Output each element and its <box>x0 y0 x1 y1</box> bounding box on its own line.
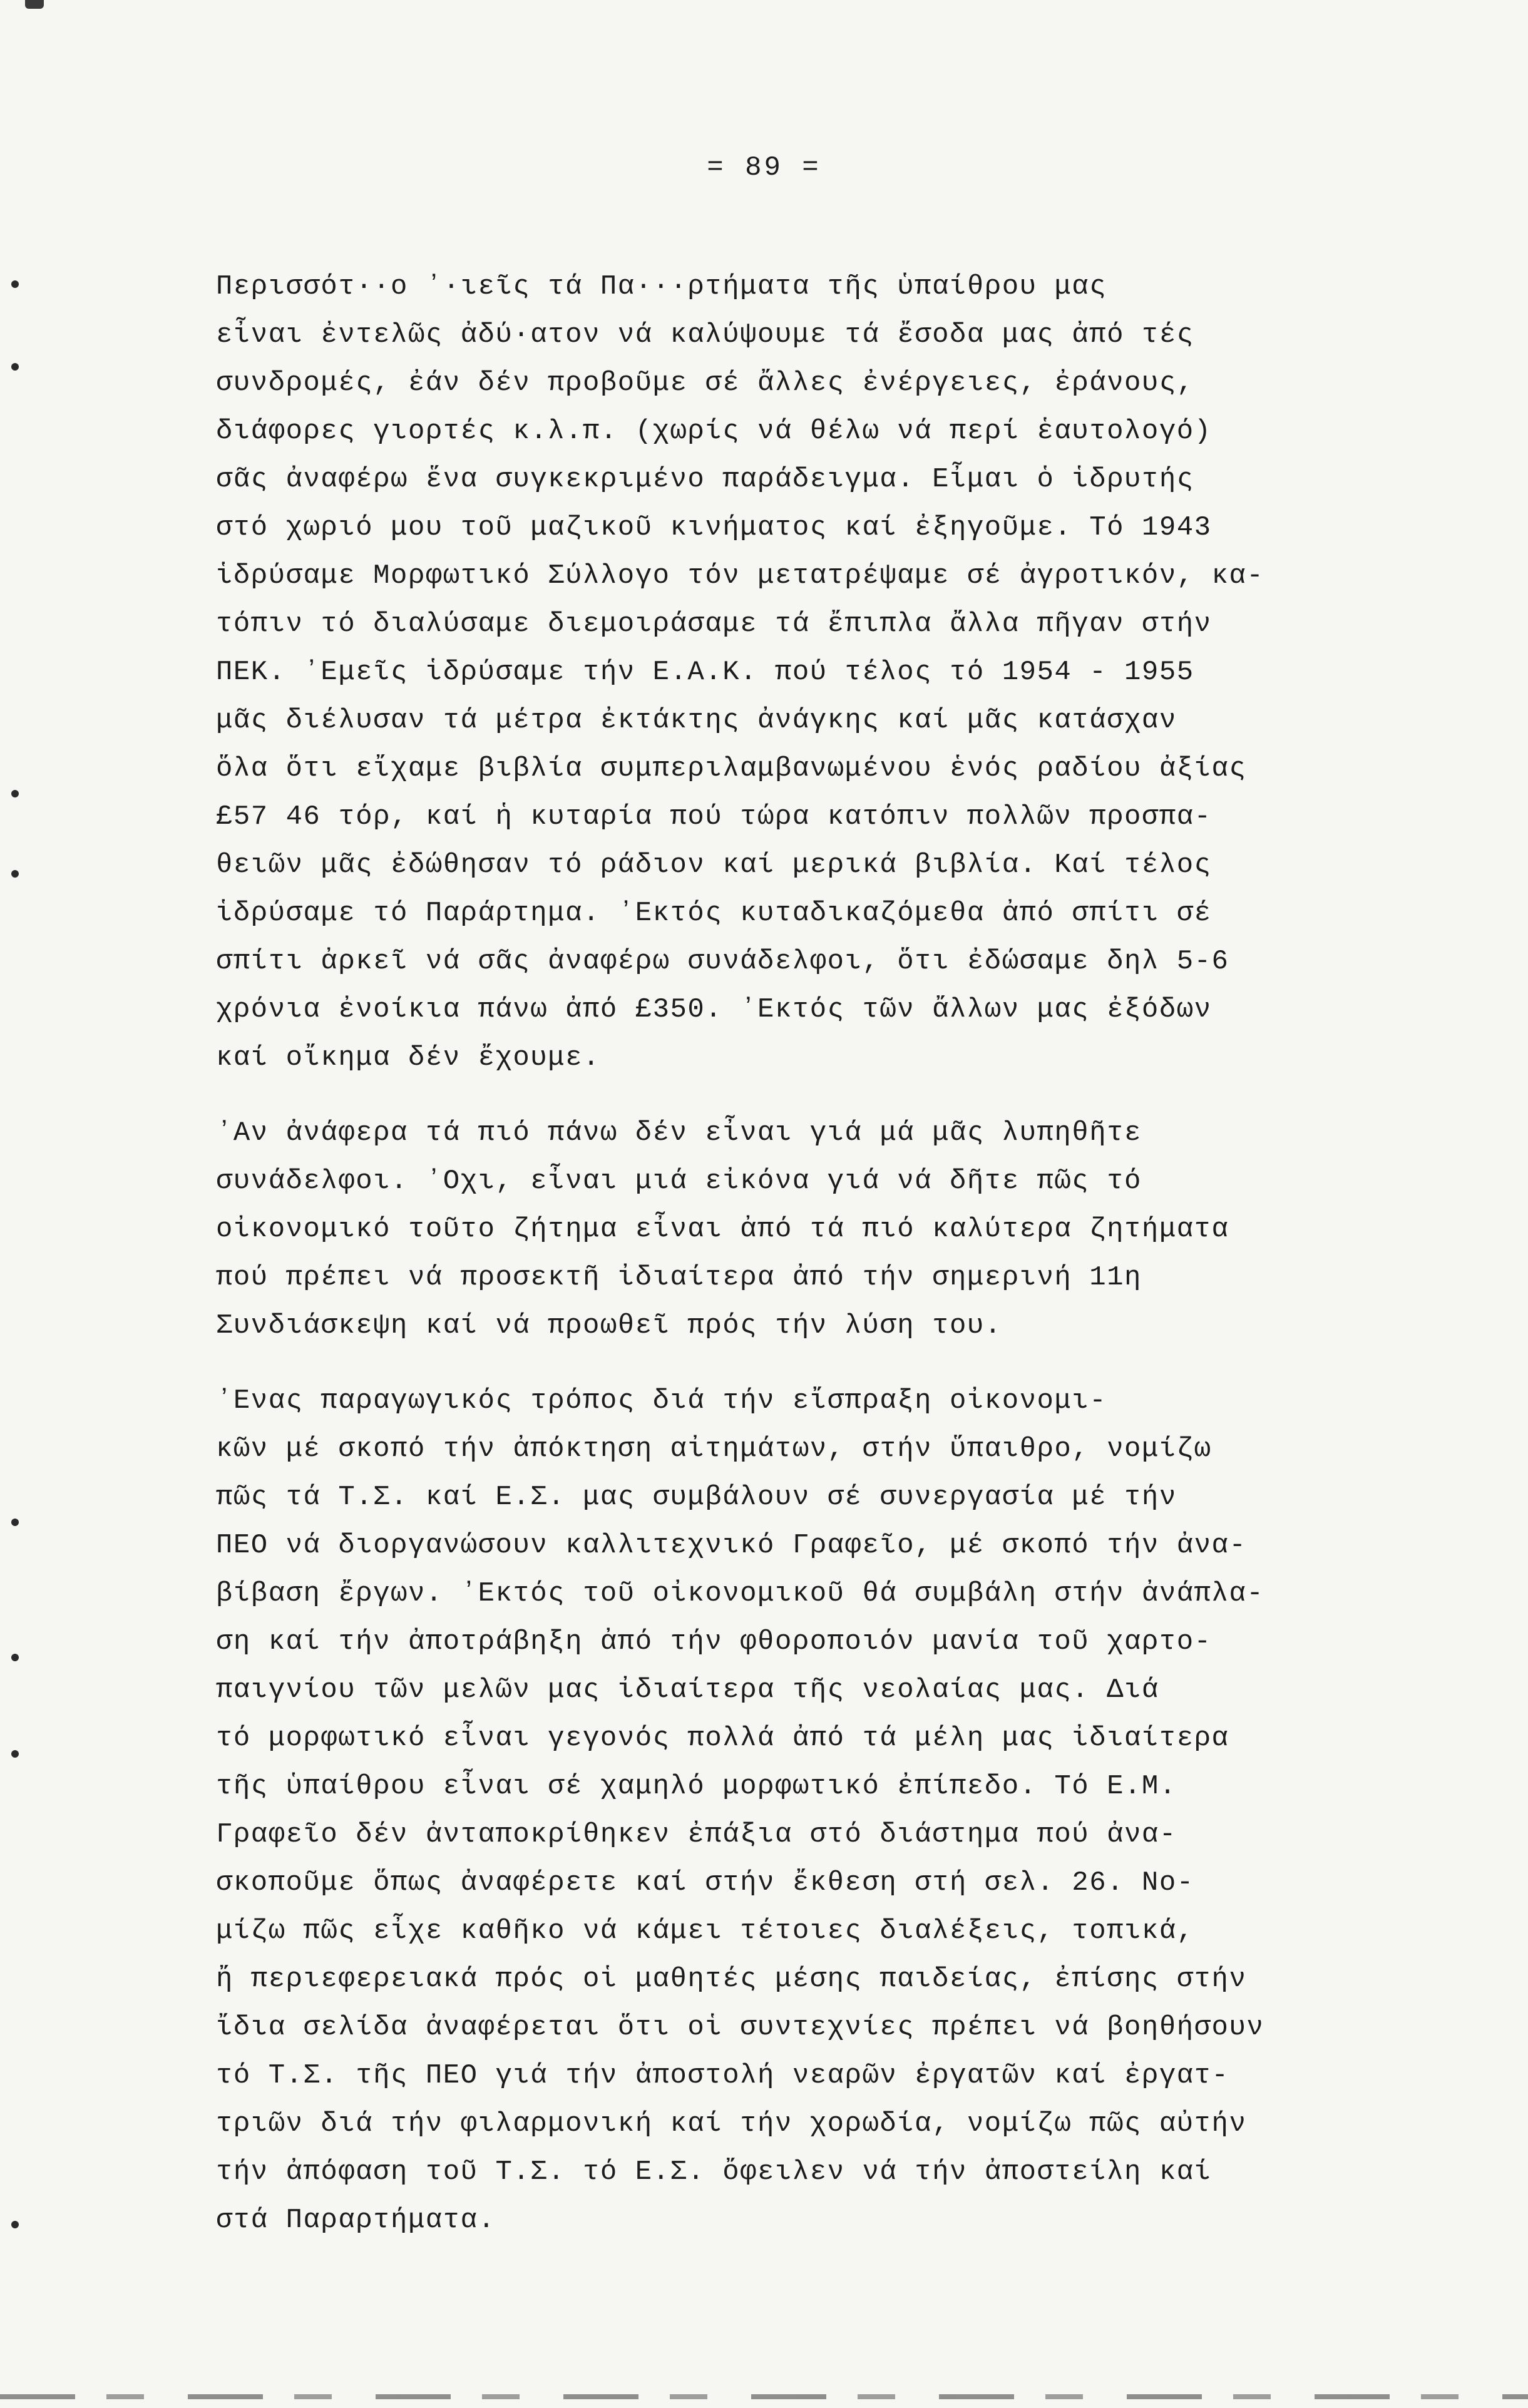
text-line: τό Τ.Σ. τῆς ΠΕΟ γιά τήν ἀποστολή νεαρῶν ἐργατῶν καί ἐργατ- <box>216 2060 1229 2091</box>
binding-hole-dot <box>11 790 19 797</box>
binding-hole-dot <box>11 1654 19 1661</box>
binding-hole-dot <box>11 363 19 371</box>
text-line: τό μορφωτικό εἶναι γεγονός πολλά ἀπό τά μέλη μας ἰδιαίτερα <box>216 1723 1229 1754</box>
text-line: ʼΑν ἀνάφερα τά πιό πάνω δέν εἶναι γιά μά μᾶς λυπηθῆτε <box>216 1117 1142 1149</box>
text-line: ΠΕΚ. ʼΕμεῖς ἱδρύσαμε τήν Ε.Α.Κ. πού τέλος τό 1954 - 1955 <box>216 657 1194 688</box>
text-line: στά Παραρτήματα. <box>216 2205 496 2236</box>
text-line: οἰκονομικό τοῦτο ζήτημα εἶναι ἀπό τά πιό καλύτερα ζητήματα <box>216 1214 1229 1245</box>
binding-hole-dot <box>11 1750 19 1758</box>
binding-hole-dot <box>11 2221 19 2228</box>
paragraph-membership-fees <box>216 263 1393 1082</box>
text-line: πού πρέπει νά προσεκτῆ ἰδιαίτερα ἀπό τήν σημερινή 11η <box>216 1262 1142 1293</box>
text-line: τριῶν διά τήν φιλαρμονική καί τήν χορωδία, νομίζω πῶς αὐτήν <box>216 2108 1247 2139</box>
text-line: τόπιν τό διαλύσαμε διεμοιράσαμε τά ἔπιπλα ἄλλα πῆγαν στήν <box>216 608 1212 640</box>
text-line: μᾶς διέλυσαν τά μέτρα ἐκτάκτης ἀνάγκης καί μᾶς κατάσχαν <box>216 705 1177 736</box>
text-line: στό χωριό μου τοῦ μαζικοῦ κινήματος καί ἐξηγοῦμε. Τό 1943 <box>216 512 1212 543</box>
text-line: πῶς τά Τ.Σ. καί Ε.Σ. μας συμβάλουν σέ συνεργασία μέ τήν <box>216 1482 1177 1513</box>
text-line: £57 46 τόρ, καί ἡ κυταρία πού τώρα κατόπιν πολλῶν προσπα- <box>216 801 1212 833</box>
paragraph-productive-method <box>216 1377 1393 2245</box>
text-line: ʼΕνας παραγωγικός τρόπος διά τήν εἴσπραξη οἰκονομι- <box>216 1385 1107 1417</box>
text-line: σκοποῦμε ὅπως ἀναφέρετε καί στήν ἔκθεση στή σελ. 26. Νο- <box>216 1867 1194 1898</box>
text-line: συνδρομές, ἐάν δέν προβοῦμε σέ ἄλλες ἐνέργειες, ἐράνους, <box>216 367 1194 399</box>
scan-edge-strip <box>0 2394 1528 2399</box>
text-line: εἶναι ἐντελῶς ἀδύ·ατον νά καλύψουμε τά ἔσοδα μας ἀπό τές <box>216 319 1194 351</box>
text-line: ΠΕΟ νά διοργανώσουν καλλιτεχνικό Γραφεῖο, μέ σκοπό τήν ἀνα- <box>216 1530 1247 1561</box>
paragraph-economic-issue <box>216 1109 1393 1350</box>
text-line: ὅλα ὅτι εἴχαμε βιβλία συμπεριλαμβανωμένου ἑνός ραδίου ἀξίας <box>216 753 1247 784</box>
text-line: βίβαση ἔργων. ʼΕκτός τοῦ οἰκονομικοῦ θά συμβάλη στήν ἀνάπλα- <box>216 1578 1264 1609</box>
text-line: ἴδια σελίδα ἀναφέρεται ὅτι οἱ συντεχνίες πρέπει νά βοηθήσουν <box>216 2012 1264 2043</box>
scan-edge-mark <box>25 0 44 9</box>
text-line: θειῶν μᾶς ἐδώθησαν τό ράδιον καί μερικά βιβλία. Καί τέλος <box>216 849 1212 881</box>
binding-hole-dot <box>11 280 19 288</box>
text-line: καί οἴκημα δέν ἔχουμε. <box>216 1042 600 1073</box>
text-line: Συνδιάσκεψη καί νά προωθεῖ πρός τήν λύση του. <box>216 1310 1002 1341</box>
page-number: = 89 = <box>707 152 821 183</box>
text-line: ἱδρύσαμε τό Παράρτημα. ʼΕκτός κυταδικαζόμεθα ἀπό σπίτι σέ <box>216 898 1212 929</box>
text-line: χρόνια ἐνοίκια πάνω ἀπό £350. ʼΕκτός τῶν ἄλλων μας ἐξόδων <box>216 994 1212 1025</box>
text-line: ἱδρύσαμε Μορφωτικό Σύλλογο τόν μετατρέψαμε σέ ἀγροτικόν, κα- <box>216 560 1264 592</box>
text-line: τῆς ὑπαίθρου εἶναι σέ χαμηλό μορφωτικό ἐπίπεδο. Τό Ε.Μ. <box>216 1771 1177 1802</box>
text-line: παιγνίου τῶν μελῶν μας ἰδιαίτερα τῆς νεολαίας μας. Διά <box>216 1674 1159 1706</box>
text-line: διάφορες γιορτές κ.λ.π. (χωρίς νά θέλω νά περί ἑαυτολογό) <box>216 416 1212 447</box>
text-line: συνάδελφοι. ʼΟχι, εἶναι μιά εἰκόνα γιά νά δῆτε πῶς τό <box>216 1166 1142 1197</box>
text-line: σπίτι ἀρκεῖ νά σᾶς ἀναφέρω συνάδελφοι, ὅτι ἐδώσαμε δηλ 5-6 <box>216 946 1229 977</box>
text-line: Περισσότ··ο ʼ·ιεῖς τά Πα···ρτήματα τῆς ὑπαίθρου μας <box>216 271 1107 302</box>
binding-hole-dot <box>11 1519 19 1526</box>
text-line: τήν ἀπόφαση τοῦ Τ.Σ. τό Ε.Σ. ὄφειλεν νά τήν ἀποστείλη καί <box>216 2156 1212 2188</box>
text-line: Γραφεῖο δέν ἀνταποκρίθηκεν ἐπάξια στό διάστημα πού ἀνα- <box>216 1819 1177 1850</box>
text-line: κῶν μέ σκοπό τήν ἀπόκτηση αἰτημάτων, στήν ὕπαιθρο, νομίζω <box>216 1433 1212 1465</box>
text-line: ση καί τήν ἀποτράβηξη ἀπό τήν φθοροποιόν μανία τοῦ χαρτο- <box>216 1626 1212 1657</box>
binding-hole-dot <box>11 870 19 878</box>
text-line: μίζω πῶς εἶχε καθῆκο νά κάμει τέτοιες διαλέξεις, τοπικά, <box>216 1915 1194 1947</box>
text-line: ἤ περιεφερειακά πρός οἱ μαθητές μέσης παιδείας, ἐπίσης στήν <box>216 1964 1247 1995</box>
text-line: σᾶς ἀναφέρω ἕνα συγκεκριμένο παράδειγμα. Εἶμαι ὁ ἱδρυτής <box>216 464 1194 495</box>
